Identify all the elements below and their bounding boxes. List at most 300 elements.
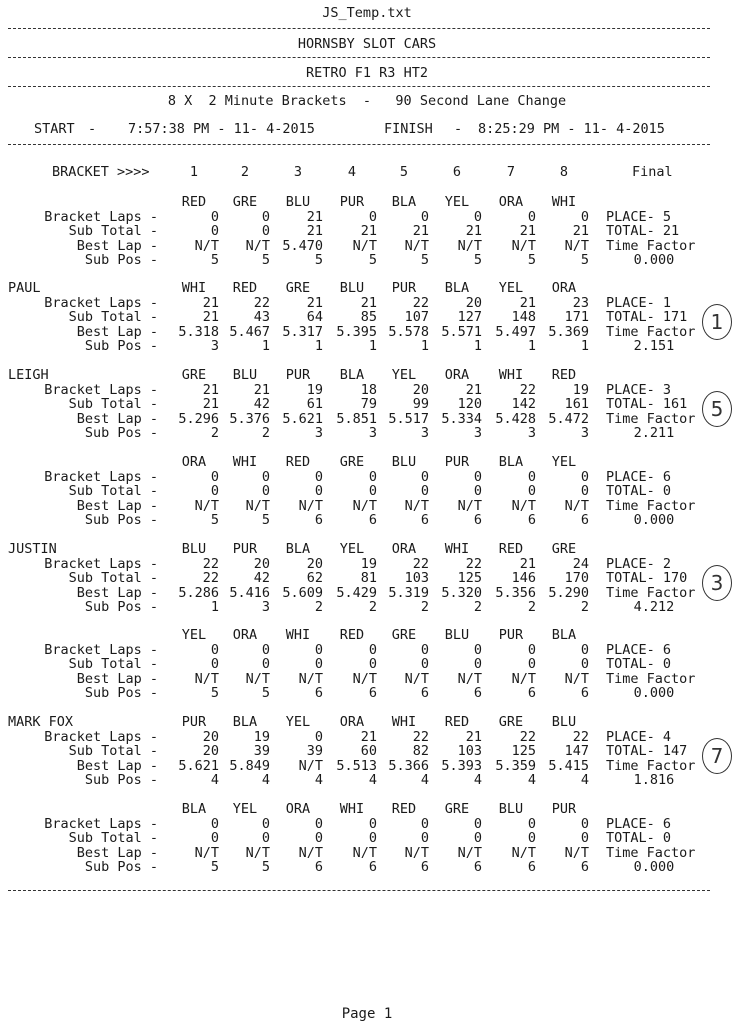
- bracket-laps-value: 21: [306, 208, 323, 225]
- best-lap-value: 5.319: [388, 584, 429, 601]
- bracket-laps-value: 0: [420, 468, 429, 485]
- sub-pos-value: 2: [314, 599, 323, 615]
- sub-total-value: 21: [412, 223, 429, 239]
- sub-total-value: 0: [527, 483, 536, 499]
- row-label-sub-pos: Sub Pos -: [84, 338, 158, 354]
- sub-pos-value: 3: [314, 425, 323, 441]
- sub-total-value: 39: [253, 743, 270, 759]
- bracket-laps-value: 20: [412, 381, 429, 398]
- sub-total-value: 0: [527, 830, 536, 846]
- sub-pos-value: 5: [473, 252, 482, 268]
- best-lap-value: 5.369: [548, 323, 589, 340]
- best-lap-value: N/T: [457, 670, 482, 687]
- sub-total-value: 147: [564, 743, 589, 759]
- lane-color: WHI: [339, 801, 365, 817]
- sub-total-value: 64: [306, 309, 323, 325]
- sub-pos-value: 6: [368, 685, 377, 701]
- lane-color: BLU: [232, 367, 258, 383]
- lane-color: RED: [444, 714, 470, 730]
- lane-color: GRE: [181, 367, 207, 383]
- bracket-laps-value: 0: [261, 641, 270, 658]
- lane-color: RED: [181, 194, 207, 210]
- sub-pos-value: 6: [420, 685, 429, 701]
- bracket-laps-value: 21: [519, 555, 536, 572]
- row-label-sub-pos: Sub Pos -: [84, 859, 158, 875]
- sub-total-value: 0: [368, 656, 377, 672]
- time-factor-label: Time Factor: [606, 410, 696, 427]
- sub-total-value: 0: [527, 656, 536, 672]
- sub-pos-value: 1: [210, 599, 219, 615]
- best-lap-value: N/T: [564, 670, 589, 687]
- lane-color: BLA: [391, 194, 417, 210]
- sub-pos-value: 5: [210, 252, 219, 268]
- best-lap-value: 5.416: [229, 584, 270, 601]
- finish-time: 8:25:29 PM - 11- 4-2015: [478, 121, 665, 137]
- best-lap-value: N/T: [245, 670, 270, 687]
- bracket-laps-value: 0: [420, 815, 429, 832]
- lane-color: BLU: [339, 280, 365, 296]
- time-factor-label: Time Factor: [606, 757, 696, 774]
- row-label-bracket-laps: Bracket Laps -: [44, 555, 158, 572]
- bracket-laps-value: 0: [527, 468, 536, 485]
- total: TOTAL- 170: [606, 570, 688, 586]
- sub-total-value: 21: [465, 223, 482, 239]
- sub-total-value: 146: [511, 570, 536, 586]
- lane-color: PUR: [551, 801, 577, 817]
- row-label-sub-pos: Sub Pos -: [84, 425, 158, 441]
- lane-color: RED: [285, 454, 311, 470]
- sub-pos-value: 5: [210, 859, 219, 875]
- row-label-sub-total: Sub Total -: [68, 656, 158, 672]
- lane-color: BLA: [551, 627, 577, 643]
- sub-total-value: 21: [572, 223, 589, 239]
- best-lap-value: 5.571: [441, 323, 482, 340]
- bracket-laps-value: 22: [572, 728, 589, 745]
- lane-color: PUR: [181, 714, 207, 730]
- best-lap-value: 5.497: [495, 323, 536, 340]
- lane-color: BLA: [285, 541, 311, 557]
- sub-pos-value: 2: [261, 425, 270, 441]
- sub-total-value: 43: [253, 309, 270, 325]
- bracket-laps-value: 0: [527, 641, 536, 658]
- best-lap-value: N/T: [352, 497, 377, 514]
- best-lap-value: 5.428: [495, 410, 536, 427]
- total: TOTAL- 171: [606, 309, 688, 325]
- lane-color: PUR: [444, 454, 470, 470]
- sub-pos-value: 2: [527, 599, 536, 615]
- driver-name: LEIGH: [8, 367, 49, 383]
- bracket-laps-value: 21: [465, 381, 482, 398]
- best-lap-value: 5.395: [336, 323, 377, 340]
- bracket-laps-value: 20: [202, 728, 219, 745]
- bracket-laps-value: 0: [210, 468, 219, 485]
- sub-pos-value: 4: [314, 772, 323, 788]
- sub-total-value: 20: [202, 743, 219, 759]
- lane-color: ORA: [444, 367, 470, 383]
- bracket-laps-value: 0: [580, 468, 589, 485]
- best-lap-value: N/T: [298, 670, 323, 687]
- bracket-laps-value: 22: [519, 381, 536, 398]
- time-factor-value: 0.000: [633, 252, 675, 268]
- sub-total-value: 0: [473, 656, 482, 672]
- bracket-laps-value: 0: [420, 208, 429, 225]
- sub-pos-value: 5: [261, 859, 270, 875]
- best-lap-value: N/T: [511, 237, 536, 254]
- bracket-laps-value: 19: [306, 381, 323, 398]
- sub-total-value: 79: [360, 396, 377, 412]
- sub-total-value: 21: [519, 223, 536, 239]
- bracket-laps-value: 21: [465, 728, 482, 745]
- time-factor-value: 0.000: [633, 859, 675, 875]
- best-lap-value: 5.472: [548, 410, 589, 427]
- sub-pos-value: 6: [314, 512, 323, 528]
- lane-color: YEL: [551, 454, 577, 470]
- total: TOTAL- 147: [606, 743, 688, 759]
- row-label-bracket-laps: Bracket Laps -: [44, 641, 158, 658]
- sub-pos-value: 3: [368, 425, 377, 441]
- sub-total-value: 161: [564, 396, 589, 412]
- lane-color: BLU: [444, 627, 470, 643]
- sub-total-value: 0: [580, 656, 589, 672]
- best-lap-value: N/T: [564, 844, 589, 861]
- lane-color: WHI: [498, 367, 524, 383]
- sub-total-value: 0: [210, 656, 219, 672]
- best-lap-value: N/T: [194, 497, 219, 514]
- bracket-laps-value: 0: [420, 641, 429, 658]
- bracket-laps-value: 19: [360, 555, 377, 572]
- best-lap-value: 5.851: [336, 410, 377, 427]
- best-lap-value: N/T: [352, 844, 377, 861]
- sub-pos-value: 1: [314, 338, 323, 354]
- best-lap-value: N/T: [457, 844, 482, 861]
- lane-color: YEL: [391, 367, 417, 383]
- bracket-laps-value: 0: [314, 728, 323, 745]
- sub-total-value: 0: [261, 483, 270, 499]
- row-label-bracket-laps: Bracket Laps -: [44, 468, 158, 485]
- lane-color: GRE: [285, 280, 311, 296]
- best-lap-value: 5.318: [178, 323, 219, 340]
- bracket-laps-value: 0: [368, 208, 377, 225]
- sub-total-value: 170: [564, 570, 589, 586]
- row-label-sub-total: Sub Total -: [68, 830, 158, 846]
- place: PLACE- 6: [606, 815, 672, 832]
- time-factor-value: 2.211: [633, 425, 675, 441]
- best-lap-value: N/T: [245, 497, 270, 514]
- lane-color: WHI: [285, 627, 311, 643]
- sub-pos-value: 4: [261, 772, 270, 788]
- lane-color: BLA: [181, 801, 207, 817]
- driver-name: JUSTIN: [8, 541, 57, 557]
- sub-total-value: 0: [368, 830, 377, 846]
- bracket-laps-value: 0: [527, 815, 536, 832]
- time-factor-label: Time Factor: [606, 670, 696, 687]
- row-label-sub-pos: Sub Pos -: [84, 599, 158, 615]
- row-label-sub-pos: Sub Pos -: [84, 512, 158, 528]
- bracket-number: 8: [559, 164, 569, 180]
- best-lap-value: N/T: [194, 844, 219, 861]
- bracket-label: BRACKET >>>>: [52, 164, 150, 180]
- place: PLACE- 4: [606, 728, 672, 745]
- lane-color: GRE: [551, 541, 577, 557]
- sub-pos-value: 6: [420, 512, 429, 528]
- divider: [8, 28, 710, 29]
- best-lap-value: 5.429: [336, 584, 377, 601]
- sub-total-value: 42: [253, 570, 270, 586]
- race-format: 8 X 2 Minute Brackets - 90 Second Lane Change: [167, 93, 567, 109]
- place: PLACE- 3: [606, 381, 672, 398]
- best-lap-value: N/T: [404, 844, 429, 861]
- time-factor-value: 2.151: [633, 338, 675, 354]
- row-label-best-lap: Best Lap -: [76, 584, 158, 601]
- row-label-best-lap: Best Lap -: [76, 410, 158, 427]
- divider: [8, 144, 710, 145]
- best-lap-value: N/T: [511, 844, 536, 861]
- place: PLACE- 2: [606, 555, 672, 572]
- handwritten-mark: 1: [702, 304, 732, 340]
- sub-pos-value: 4: [210, 772, 219, 788]
- sub-total-value: 0: [580, 830, 589, 846]
- sub-pos-value: 4: [368, 772, 377, 788]
- sub-pos-value: 1: [527, 338, 536, 354]
- sub-total-value: 107: [404, 309, 429, 325]
- final-label: Final: [632, 164, 673, 180]
- best-lap-value: N/T: [457, 237, 482, 254]
- sub-pos-value: 3: [261, 599, 270, 615]
- best-lap-value: 5.290: [548, 584, 589, 601]
- lane-color: GRE: [232, 194, 258, 210]
- row-label-best-lap: Best Lap -: [76, 323, 158, 340]
- sub-total-value: 42: [253, 396, 270, 412]
- sub-pos-value: 4: [420, 772, 429, 788]
- sub-total-value: 85: [360, 309, 377, 325]
- sub-total-value: 39: [306, 743, 323, 759]
- bracket-laps-value: 0: [473, 468, 482, 485]
- bracket-laps-value: 0: [261, 468, 270, 485]
- sub-pos-value: 6: [473, 685, 482, 701]
- bracket-laps-value: 0: [368, 815, 377, 832]
- driver-name: MARK FOX: [8, 714, 74, 730]
- sub-total-value: 125: [511, 743, 536, 759]
- bracket-laps-value: 0: [580, 815, 589, 832]
- best-lap-value: N/T: [298, 844, 323, 861]
- sub-total-value: 82: [412, 743, 429, 759]
- lane-color: WHI: [444, 541, 470, 557]
- bracket-laps-value: 0: [473, 815, 482, 832]
- best-lap-value: N/T: [457, 497, 482, 514]
- time-factor-label: Time Factor: [606, 844, 696, 861]
- sub-pos-value: 5: [420, 252, 429, 268]
- sub-total-value: 21: [202, 396, 219, 412]
- row-label-best-lap: Best Lap -: [76, 757, 158, 774]
- total: TOTAL- 161: [606, 396, 688, 412]
- bracket-laps-value: 21: [306, 294, 323, 311]
- sub-pos-value: 3: [210, 338, 219, 354]
- bracket-laps-value: 22: [519, 728, 536, 745]
- sub-total-value: 99: [412, 396, 429, 412]
- lane-color: ORA: [181, 454, 207, 470]
- total: TOTAL- 0: [606, 656, 672, 672]
- best-lap-value: 5.286: [178, 584, 219, 601]
- best-lap-value: N/T: [404, 237, 429, 254]
- sub-pos-value: 6: [580, 512, 589, 528]
- event-name: RETRO F1 R3 HT2: [306, 65, 428, 81]
- start-dash: -: [88, 121, 105, 137]
- best-lap-value: N/T: [352, 237, 377, 254]
- lane-color: BLA: [444, 280, 470, 296]
- bracket-laps-value: 0: [473, 641, 482, 658]
- bracket-laps-value: 0: [210, 815, 219, 832]
- finish-label: FINISH: [384, 121, 433, 137]
- divider: [8, 57, 710, 58]
- total: TOTAL- 0: [606, 830, 672, 846]
- lane-color: ORA: [498, 194, 524, 210]
- bracket-laps-value: 18: [360, 381, 377, 398]
- lane-color: ORA: [285, 801, 311, 817]
- best-lap-value: 5.334: [441, 410, 482, 427]
- bracket-laps-value: 24: [572, 555, 589, 572]
- row-label-best-lap: Best Lap -: [76, 497, 158, 514]
- sub-pos-value: 6: [527, 685, 536, 701]
- finish-dash: -: [454, 121, 471, 137]
- sub-total-value: 142: [511, 396, 536, 412]
- row-label-sub-total: Sub Total -: [68, 223, 158, 239]
- sub-total-value: 61: [306, 396, 323, 412]
- lane-color: BLA: [232, 714, 258, 730]
- bracket-laps-value: 0: [580, 641, 589, 658]
- bracket-laps-value: 0: [314, 815, 323, 832]
- sub-total-value: 0: [261, 656, 270, 672]
- lane-color: YEL: [339, 541, 365, 557]
- bracket-laps-value: 19: [572, 381, 589, 398]
- bracket-number: 7: [506, 164, 516, 180]
- row-label-bracket-laps: Bracket Laps -: [44, 381, 158, 398]
- time-factor-value: 1.816: [633, 772, 675, 788]
- time-factor-label: Time Factor: [606, 323, 696, 340]
- sub-pos-value: 1: [580, 338, 589, 354]
- sub-total-value: 21: [306, 223, 323, 239]
- sub-total-value: 0: [420, 483, 429, 499]
- row-label-sub-total: Sub Total -: [68, 396, 158, 412]
- bracket-number: 4: [347, 164, 357, 180]
- handwritten-mark: 5: [702, 391, 732, 427]
- best-lap-value: 5.359: [495, 757, 536, 774]
- time-factor-label: Time Factor: [606, 237, 696, 254]
- row-label-sub-total: Sub Total -: [68, 570, 158, 586]
- best-lap-value: 5.320: [441, 584, 482, 601]
- sub-pos-value: 5: [527, 252, 536, 268]
- lane-color: ORA: [551, 280, 577, 296]
- bracket-laps-value: 22: [465, 555, 482, 572]
- sub-pos-value: 1: [368, 338, 377, 354]
- lane-color: WHI: [232, 454, 258, 470]
- bracket-laps-value: 0: [261, 208, 270, 225]
- bracket-laps-value: 0: [261, 815, 270, 832]
- best-lap-value: 5.513: [336, 757, 377, 774]
- start-time: 7:57:38 PM - 11- 4-2015: [128, 121, 315, 137]
- bracket-laps-value: 0: [368, 641, 377, 658]
- time-factor-value: 0.000: [633, 685, 675, 701]
- bracket-laps-value: 0: [314, 468, 323, 485]
- best-lap-value: 5.621: [178, 757, 219, 774]
- sub-pos-value: 4: [473, 772, 482, 788]
- sub-total-value: 103: [404, 570, 429, 586]
- best-lap-value: 5.296: [178, 410, 219, 427]
- sub-pos-value: 4: [580, 772, 589, 788]
- row-label-sub-total: Sub Total -: [68, 743, 158, 759]
- lane-color: GRE: [498, 714, 524, 730]
- sub-pos-value: 5: [210, 512, 219, 528]
- place: PLACE- 5: [606, 208, 672, 225]
- sub-total-value: 0: [420, 830, 429, 846]
- lane-color: WHI: [551, 194, 577, 210]
- sub-total-value: 81: [360, 570, 377, 586]
- place: PLACE- 6: [606, 468, 672, 485]
- bracket-laps-value: 21: [360, 294, 377, 311]
- sub-total-value: 120: [457, 396, 482, 412]
- bracket-laps-value: 0: [473, 208, 482, 225]
- best-lap-value: N/T: [404, 670, 429, 687]
- sub-pos-value: 5: [580, 252, 589, 268]
- best-lap-value: 5.317: [282, 323, 323, 340]
- row-label-best-lap: Best Lap -: [76, 670, 158, 687]
- total: TOTAL- 0: [606, 483, 672, 499]
- lane-color: RED: [391, 801, 417, 817]
- bracket-laps-value: 21: [360, 728, 377, 745]
- start-label: START: [34, 121, 75, 137]
- best-lap-value: N/T: [564, 497, 589, 514]
- sub-pos-value: 5: [210, 685, 219, 701]
- sub-pos-value: 6: [473, 859, 482, 875]
- bracket-laps-value: 21: [519, 294, 536, 311]
- lane-color: WHI: [391, 714, 417, 730]
- bracket-laps-value: 0: [210, 208, 219, 225]
- best-lap-value: N/T: [511, 497, 536, 514]
- sub-pos-value: 6: [527, 859, 536, 875]
- lane-color: PUR: [391, 280, 417, 296]
- page-number: Page 1: [341, 1006, 393, 1022]
- row-label-best-lap: Best Lap -: [76, 237, 158, 254]
- bracket-laps-value: 20: [253, 555, 270, 572]
- sub-pos-value: 4: [527, 772, 536, 788]
- sub-total-value: 21: [360, 223, 377, 239]
- sub-total-value: 0: [261, 223, 270, 239]
- best-lap-value: N/T: [511, 670, 536, 687]
- lane-color: GRE: [339, 454, 365, 470]
- row-label-best-lap: Best Lap -: [76, 844, 158, 861]
- driver-name: PAUL: [8, 280, 41, 296]
- best-lap-value: N/T: [564, 237, 589, 254]
- handwritten-mark: 7: [702, 738, 732, 774]
- sub-pos-value: 6: [527, 512, 536, 528]
- bracket-laps-value: 20: [306, 555, 323, 572]
- lane-color: PUR: [339, 194, 365, 210]
- sub-pos-value: 5: [261, 252, 270, 268]
- lane-color: BLA: [498, 454, 524, 470]
- bracket-number: 6: [452, 164, 462, 180]
- sub-pos-value: 2: [473, 599, 482, 615]
- sub-total-value: 0: [210, 830, 219, 846]
- bracket-number: 1: [189, 164, 199, 180]
- lane-color: RED: [551, 367, 577, 383]
- sub-pos-value: 6: [580, 859, 589, 875]
- best-lap-value: N/T: [194, 237, 219, 254]
- lane-color: YEL: [498, 280, 524, 296]
- sub-pos-value: 3: [420, 425, 429, 441]
- best-lap-value: 5.621: [282, 410, 323, 427]
- lane-color: BLU: [285, 194, 311, 210]
- sub-total-value: 22: [202, 570, 219, 586]
- best-lap-value: N/T: [352, 670, 377, 687]
